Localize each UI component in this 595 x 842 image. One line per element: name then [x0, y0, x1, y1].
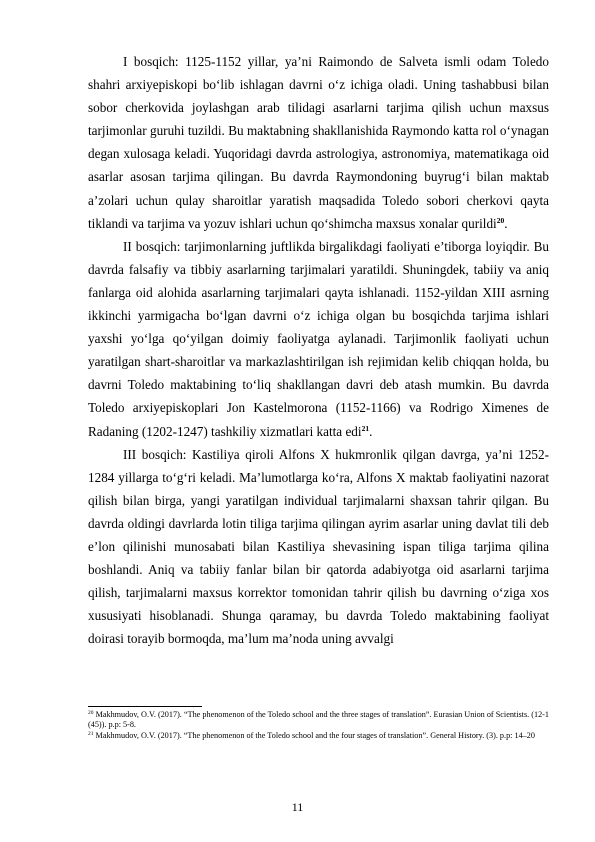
footnote-ref-21[interactable]: 21	[361, 423, 370, 433]
footnote-21	[88, 731, 549, 741]
footnote-ref-20[interactable]: 20	[496, 215, 505, 225]
body-text	[88, 50, 549, 650]
paragraph-stage-3	[88, 443, 549, 651]
footnote-20	[88, 710, 549, 731]
paragraph-text: I bosqich: 1125-1152 yillar, ya’ni Raimondo de Salveta ismli odam Toledo shahri arxiyepiskopi boʻlib ishlagan davrni oʻz ichiga oladi. Uning tashabbusi bilan sobor cherkovida joylashgan arab tilidagi asarlarni tarjima qilish uchun maxsus tarjimonlar guruhi tuzildi. Bu maktabning shakllanishida Raymondo katta rol oʻynagan degan xulosaga keladi. Yuqoridagi davrda astrologiya, astronomiya, matematikaga oid asarlar asosan tarjima qilingan. Bu davrda Raymondoning buyrugʻi bilan maktab aʼzolari uchun qulay sharoitlar yaratish maqsadida Toledo sobori cherkovi qayta tiklandi va tarjima va yozuv ishlari uchun qoʻshimcha maxsus xonalar qurildi	[88, 54, 549, 231]
paragraph-tail: .	[504, 215, 508, 231]
footnote-text: Makhmudov, O.V. (2017). “The phenomenon of the Toledo school and the three stages of translation”. Eurasian Union of Scientists. (12-1 (45)). p.p: 5-8.	[88, 710, 549, 730]
paragraph-stage-2	[88, 235, 549, 443]
footnote-number: 20	[88, 710, 94, 716]
footnotes	[88, 710, 549, 741]
paragraph-text: II bosqich: tarjimonlarning juftlikda birgalikdagi faoliyati e’tiborga loyiqdir. Bu davrda falsafiy va tibbiy asarlarning tarjimalari yaratildi. Shuningdek, tabiiy va aniq fanlarga oid alohida asarlarning tarjimalari qayta ishlanadi. 1152-yildan XIII asrning ikkinchi yarmigacha boʻlgan davrni oʻz ichiga olgan bu bosqichda tarjima ishlari yaxshi yoʻlga qoʻyilgan doimiy faoliyatga aylanadi. Tarjimonlik faoliyati uchun yaratilgan shart-sharoitlar va markazlashtirilgan ish rejimidan kelib chiqqan holda, bu davrni Toledo maktabining toʻliq shakllangan davri deb atash mumkin. Bu davrda Toledo arxiyepiskoplari Jon Kastelmorona (1152-1166) va Rodrigo Ximenes de Radaning (1202-1247) tashkiliy xizmatlari katta edi	[88, 238, 549, 439]
footnote-separator	[88, 706, 202, 707]
paragraph-tail: .	[369, 423, 373, 439]
footnote-number: 21	[88, 730, 94, 737]
paragraph-stage-1	[88, 50, 549, 235]
footnote-text: Makhmudov, O.V. (2017). “The phenomenon of the Toledo school and the four stages of translation”. General History. (3). p.p: 14–20	[93, 730, 535, 740]
page-number: 11	[291, 800, 304, 814]
paragraph-text: III bosqich: Kastiliya qiroli Alfons X hukmronlik qilgan davrga, ya’ni 1252-1284 yillarga toʻgʻri keladi. Ma’lumotlarga koʻra, Alfons X maktab faoliyatini nazorat qilish bilan birga, yangi yaratilgan individual tarjimalarni shaxsan tahrir qilgan. Bu davrda oldingi davrlarda lotin tiliga tarjima qilingan ayrim asarlar uning davlat tili deb e’lon qilinishi munosabati bilan Kastiliya shevasining ispan tiliga tarjima qilina boshlandi. Aniq va tabiiy fanlar bilan bir qatorda adabiyotga oid asarlarni tarjima qilish, tarjimalarni maxsus korrektor tomonidan tahrir qilish bu davrning oʻziga xos xususiyati hisoblanadi. Shunga qaramay, bu davrda Toledo maktabining faoliyat doirasi torayib bormoqda, ma’lum ma’noda uning avvalgi	[88, 446, 549, 647]
